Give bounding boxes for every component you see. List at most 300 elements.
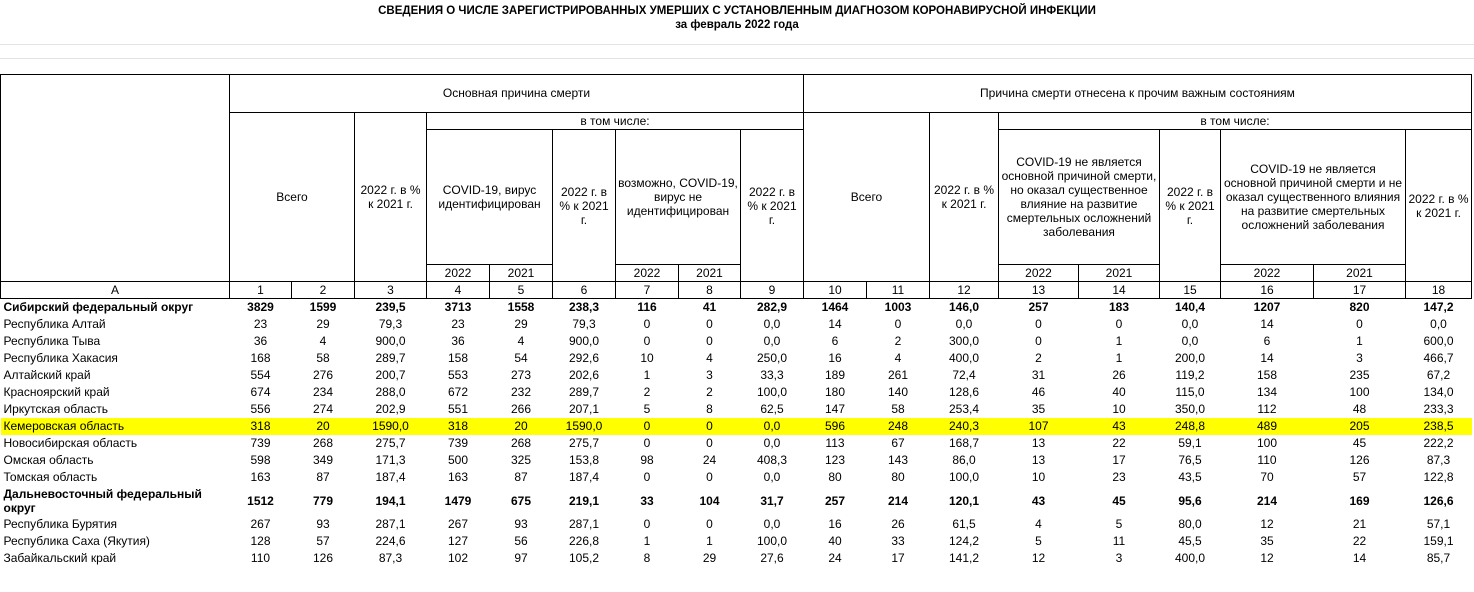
- header-total-other: Всего: [804, 113, 930, 282]
- table-cell: 0: [706, 436, 713, 450]
- table-cell: 900,0: [375, 334, 406, 348]
- table-cell: 79,3: [572, 317, 596, 331]
- table-cell: 1: [1115, 351, 1123, 365]
- table-cell: 115,0: [1175, 385, 1205, 399]
- table-cell: 274: [312, 402, 334, 416]
- header-col-a: А: [1, 282, 230, 299]
- header-col-number: 9: [741, 282, 804, 299]
- table-cell: 126,6: [1423, 493, 1454, 508]
- table-cell: 26: [891, 517, 905, 531]
- table-cell: 153,8: [568, 453, 600, 467]
- table-cell: 95,6: [1178, 493, 1202, 508]
- region-name: Республика Алтай: [3, 317, 106, 331]
- table-cell: 0,0: [763, 436, 781, 450]
- table-cell: 1599: [309, 300, 337, 314]
- table-cell: 58: [316, 351, 330, 365]
- table-cell: 70: [1260, 470, 1274, 484]
- table-cell: 163: [250, 470, 271, 484]
- table-row: [1, 367, 1472, 384]
- table-cell: 123: [824, 453, 846, 467]
- header-col-number: 10: [804, 282, 867, 299]
- table-cell: 10: [1031, 470, 1046, 484]
- table-cell: 400,0: [948, 351, 980, 365]
- table-cell: 287,1: [568, 517, 600, 531]
- table-cell: 300,0: [948, 334, 980, 348]
- table-row: [1, 316, 1472, 333]
- table-cell: 6: [1263, 334, 1271, 348]
- table-cell: 87: [316, 470, 330, 484]
- table-cell: 100: [1256, 436, 1278, 450]
- header-year-2022: 2022: [427, 265, 490, 282]
- header-group-main-cause: Основная причина смерти: [230, 75, 804, 113]
- table-cell: 67: [891, 436, 905, 450]
- table-cell: 0: [1115, 317, 1123, 331]
- table-cell: 100,0: [948, 470, 980, 484]
- table-cell: 553: [447, 368, 469, 382]
- table-cell: 219,1: [568, 493, 600, 508]
- table-cell: 2: [706, 385, 713, 399]
- table-cell: 45: [1352, 436, 1367, 450]
- table-cell: 16: [828, 351, 842, 365]
- header-incl-main: в том числе:: [427, 113, 804, 130]
- table-cell: 226,8: [568, 534, 600, 548]
- table-cell: 61,5: [952, 517, 976, 531]
- table-cell: 233,3: [1423, 402, 1454, 416]
- table-cell: 27,6: [760, 551, 784, 565]
- table-cell: 187,4: [375, 470, 406, 484]
- table-cell: 147,2: [1423, 300, 1454, 314]
- header-name-blank: [1, 75, 230, 282]
- table-cell: 4: [517, 334, 525, 348]
- region-name: Республика Тыва: [3, 334, 101, 348]
- table-cell: 349: [312, 453, 334, 467]
- header-pct-covid-possible: 2022 г. в % к 2021 г.: [741, 130, 804, 282]
- table-cell: 350,0: [1174, 402, 1206, 416]
- table-cell: 105,2: [568, 551, 600, 565]
- header-year-2021: 2021: [679, 265, 741, 282]
- table-cell: 202,9: [375, 402, 406, 416]
- table-cell: 222,2: [1423, 436, 1454, 450]
- region-name: Омская область: [3, 453, 94, 467]
- header-covid-identified: COVID-19, вирус идентифицирован: [427, 130, 553, 265]
- table-cell: 1: [643, 368, 651, 382]
- table-cell: 489: [1221, 418, 1314, 435]
- table-cell: 107: [999, 418, 1079, 435]
- table-cell: 171,3: [375, 453, 406, 467]
- table-cell: 140,4: [1174, 300, 1206, 314]
- table-cell: 273: [510, 368, 532, 382]
- table-cell: 5: [1115, 517, 1123, 531]
- table-cell: 674: [250, 385, 271, 399]
- table-cell: 100: [1349, 385, 1370, 399]
- table-cell: 0: [616, 418, 679, 435]
- deaths-table: [0, 74, 1472, 567]
- table-cell: 0,0: [1181, 317, 1199, 331]
- table-cell: 1512: [247, 493, 274, 508]
- table-cell: 119,2: [1175, 368, 1205, 382]
- table-cell: 238,3: [568, 300, 600, 314]
- table-cell: 23: [451, 317, 465, 331]
- table-row: [1, 469, 1472, 486]
- table-cell: 900,0: [568, 334, 600, 348]
- header-pct-not-main-no-influence: 2022 г. в % к 2021 г.: [1406, 130, 1472, 282]
- table-cell: 59,1: [1178, 436, 1202, 450]
- table-cell: 0,0: [763, 517, 781, 531]
- table-cell: 257: [824, 493, 846, 508]
- table-cell: 20: [490, 418, 553, 435]
- table-cell: 250,0: [756, 351, 788, 365]
- table-cell: 12: [1260, 517, 1274, 531]
- table-cell: 4: [319, 334, 327, 348]
- table-row: [1, 533, 1472, 550]
- table-cell: 0: [643, 470, 651, 484]
- table-cell: 1590,0: [355, 418, 427, 435]
- table-cell: 10: [640, 351, 654, 365]
- header-col-number: 15: [1160, 282, 1221, 299]
- table-cell: 275,7: [568, 436, 600, 450]
- header-year-2022: 2022: [1221, 265, 1314, 282]
- table-cell: 11: [1112, 534, 1126, 548]
- table-cell: 183: [1108, 300, 1130, 314]
- table-cell: 8: [706, 402, 713, 416]
- header-total-main: Всего: [230, 113, 355, 282]
- table-cell: 267: [250, 517, 271, 531]
- table-cell: 287,1: [375, 517, 406, 531]
- table-cell: 820: [1349, 300, 1370, 314]
- table-cell: 261: [887, 368, 909, 382]
- table-cell: 600,0: [1423, 334, 1454, 348]
- table-cell: 234: [312, 385, 334, 399]
- table-cell: 35: [1031, 402, 1046, 416]
- table-cell: 0: [706, 517, 713, 531]
- table-cell: 24: [828, 551, 842, 565]
- table-cell: 127: [447, 534, 469, 548]
- table-cell: 12: [1260, 551, 1274, 565]
- header-pct-main: 2022 г. в % к 2021 г.: [355, 113, 427, 282]
- region-name: Новосибирская область: [3, 436, 138, 450]
- table-cell: 1: [1356, 334, 1363, 348]
- table-cell: 8: [643, 551, 651, 565]
- table-cell: 26: [1112, 368, 1126, 382]
- header-col-number: 16: [1221, 282, 1314, 299]
- table-row: [1, 299, 1472, 317]
- table-cell: 168,7: [948, 436, 980, 450]
- table-cell: 0: [894, 317, 902, 331]
- table-cell: 2: [643, 385, 651, 399]
- table-cell: 143: [887, 453, 909, 467]
- region-name: Томская область: [3, 470, 98, 484]
- table-cell: 180: [824, 385, 846, 399]
- table-cell: 400,0: [1174, 551, 1206, 565]
- header-col-number: 13: [999, 282, 1079, 299]
- table-cell: 23: [253, 317, 268, 331]
- table-cell: 268: [510, 436, 532, 450]
- table-cell: 1479: [444, 493, 472, 508]
- table-cell: 57: [316, 534, 330, 548]
- region-name: Республика Саха (Якутия): [3, 534, 150, 548]
- table-cell: 0,0: [955, 317, 973, 331]
- table-cell: 1: [643, 534, 651, 548]
- table-cell: 238,5: [1406, 418, 1472, 435]
- header-col-number: 17: [1314, 282, 1406, 299]
- region-name: Забайкальский край: [3, 551, 117, 565]
- table-cell: 739: [447, 436, 469, 450]
- table-cell: 598: [250, 453, 271, 467]
- table-cell: 556: [250, 402, 271, 416]
- table-cell: 29: [702, 551, 717, 565]
- table-cell: 3713: [444, 300, 472, 314]
- table-cell: 14: [828, 317, 842, 331]
- table-cell: 207,1: [568, 402, 600, 416]
- table-cell: 1: [706, 534, 713, 548]
- table-cell: 67,2: [1426, 368, 1451, 382]
- table-cell: 3: [1115, 551, 1123, 565]
- table-cell: 4: [1035, 517, 1042, 531]
- header-pct-other: 2022 г. в % к 2021 г.: [930, 113, 999, 282]
- header-not-main-no-influence: COVID-19 не является основной причиной смерти и не оказал существенного влияния на развитие смертельных осложнений заболевания: [1221, 130, 1406, 265]
- report-title-area: [0, 0, 1474, 44]
- header-pct-not-main-influence: 2022 г. в % к 2021 г.: [1160, 130, 1221, 282]
- table-row: [1, 435, 1472, 452]
- table-cell: 14: [1260, 351, 1274, 365]
- table-cell: 13: [1031, 436, 1046, 450]
- table-cell: 232: [510, 385, 532, 399]
- table-cell: 158: [447, 351, 469, 365]
- table-cell: 194,1: [375, 493, 406, 508]
- table-cell: 275,7: [375, 436, 406, 450]
- report-title: СВЕДЕНИЯ О ЧИСЛЕ ЗАРЕГИСТРИРОВАННЫХ УМЕРШИХ С УСТАНОВЛЕННЫМ ДИАГНОЗОМ КОРОНАВИРУСНОЙ ИНФЕКЦИИ: [378, 5, 1096, 17]
- table-cell: 126: [1349, 453, 1370, 467]
- table-cell: 31,7: [760, 493, 784, 508]
- table-cell: 128: [250, 534, 271, 548]
- table-cell: 318: [230, 418, 292, 435]
- table-cell: 146,0: [948, 300, 980, 314]
- table-cell: 551: [447, 402, 469, 416]
- table-cell: 104: [699, 493, 720, 508]
- table-cell: 36: [451, 334, 465, 348]
- region-name: Кемеровская область: [1, 418, 230, 435]
- table-row: [1, 486, 1472, 516]
- table-cell: 97: [514, 551, 528, 565]
- header-pct-covid-identified: 2022 г. в % к 2021 г.: [553, 130, 616, 282]
- table-cell: 0: [1035, 334, 1042, 348]
- table-cell: 554: [250, 368, 271, 382]
- table-cell: 596: [804, 418, 867, 435]
- table-row: [1, 333, 1472, 350]
- table-cell: 36: [253, 334, 268, 348]
- table-cell: 22: [1112, 436, 1126, 450]
- sheet-gridline: [0, 58, 1474, 59]
- table-cell: 33: [640, 493, 654, 508]
- table-cell: 0,0: [763, 334, 781, 348]
- table-cell: 187,4: [568, 470, 600, 484]
- table-cell: 17: [891, 551, 905, 565]
- table-cell: 126: [312, 551, 334, 565]
- table-cell: 0: [706, 317, 713, 331]
- table-cell: 5: [643, 402, 651, 416]
- region-name: Красноярский край: [3, 385, 110, 399]
- header-col-number: 14: [1079, 282, 1160, 299]
- table-cell: 266: [510, 402, 532, 416]
- header-year-2022: 2022: [616, 265, 679, 282]
- table-cell: 4: [706, 351, 713, 365]
- table-cell: 0,0: [763, 317, 781, 331]
- header-year-2021: 2021: [1314, 265, 1406, 282]
- header-col-number: 6: [553, 282, 616, 299]
- table-cell: 93: [316, 517, 330, 531]
- table-cell: 128,6: [948, 385, 980, 399]
- table-cell: 122,8: [1423, 470, 1454, 484]
- header-col-number: 2: [292, 282, 355, 299]
- table-cell: 58: [891, 402, 905, 416]
- table-cell: 45,5: [1178, 534, 1202, 548]
- table-cell: 158: [1256, 368, 1278, 382]
- table-cell: 57: [1352, 470, 1367, 484]
- table-cell: 87: [514, 470, 528, 484]
- table-cell: 2: [894, 334, 902, 348]
- table-cell: 267: [447, 517, 469, 531]
- table-cell: 248: [867, 418, 930, 435]
- table-cell: 0,0: [763, 470, 781, 484]
- table-cell: 200,0: [1174, 351, 1206, 365]
- table-cell: 43: [1031, 493, 1046, 508]
- header-year-2022: 2022: [999, 265, 1079, 282]
- table-cell: 0: [706, 470, 713, 484]
- table-cell: 466,7: [1423, 351, 1454, 365]
- table-cell: 240,3: [930, 418, 999, 435]
- table-cell: 168: [250, 351, 271, 365]
- table-cell: 134: [1256, 385, 1278, 399]
- table-cell: 288,0: [375, 385, 406, 399]
- table-cell: 0: [706, 334, 713, 348]
- table-cell: 214: [1256, 493, 1278, 508]
- table-cell: 235: [1349, 368, 1370, 382]
- table-cell: 2: [1035, 351, 1042, 365]
- table-cell: 98: [640, 453, 654, 467]
- header-not-main-influence: COVID-19 не является основной причиной смерти, но оказал существенное влияние на развитие смертельных осложнений заболевания: [999, 130, 1160, 265]
- table-cell: 214: [887, 493, 909, 508]
- table-cell: 739: [250, 436, 271, 450]
- table-cell: 500: [447, 453, 469, 467]
- table-cell: 110: [1257, 453, 1277, 467]
- header-incl-other: в том числе:: [999, 113, 1472, 130]
- table-cell: 113: [825, 436, 845, 450]
- table-cell: 14: [1260, 317, 1274, 331]
- table-cell: 24: [702, 453, 717, 467]
- table-cell: 134,0: [1423, 385, 1454, 399]
- table-cell: 43: [1079, 418, 1160, 435]
- table-cell: 0: [1356, 317, 1363, 331]
- table-cell: 147: [824, 402, 846, 416]
- table-cell: 29: [316, 317, 330, 331]
- table-row: [1, 350, 1472, 367]
- header-year-2021: 2021: [1079, 265, 1160, 282]
- table-cell: 80: [891, 470, 905, 484]
- table-cell: 87,3: [378, 551, 403, 565]
- table-row: [1, 452, 1472, 469]
- header-group-other-conditions: Причина смерти отнесена к прочим важным состояниям: [804, 75, 1472, 113]
- table-cell: 159,1: [1423, 534, 1454, 548]
- table-cell: 14: [1352, 551, 1367, 565]
- table-cell: 1590,0: [553, 418, 616, 435]
- header-year-2021: 2021: [490, 265, 553, 282]
- table-cell: 1003: [884, 300, 912, 314]
- header-col-number: 4: [427, 282, 490, 299]
- table-cell: 85,7: [1426, 551, 1451, 565]
- table-cell: 408,3: [756, 453, 788, 467]
- region-name: Республика Бурятия: [3, 517, 118, 531]
- region-name: Сибирский федеральный округ: [3, 300, 194, 314]
- region-name: Иркутская область: [3, 402, 108, 416]
- table-cell: 0: [643, 436, 651, 450]
- table-cell: 0: [679, 418, 741, 435]
- header-col-number: 18: [1406, 282, 1472, 299]
- report-subtitle: за февраль 2022 года: [675, 19, 799, 31]
- table-cell: 205: [1314, 418, 1406, 435]
- table-cell: 57,1: [1426, 517, 1451, 531]
- table-cell: 0,0: [741, 418, 804, 435]
- table-cell: 20: [292, 418, 355, 435]
- table-cell: 124,2: [948, 534, 980, 548]
- table-cell: 87,3: [1426, 453, 1451, 467]
- table-cell: 1: [1115, 334, 1123, 348]
- table-cell: 45: [1112, 493, 1126, 508]
- table-cell: 40: [1112, 385, 1126, 399]
- table-cell: 163: [447, 470, 469, 484]
- table-cell: 112: [1257, 402, 1277, 416]
- region-name: Республика Хакасия: [3, 351, 118, 365]
- table-cell: 1207: [1253, 300, 1281, 314]
- table-cell: 120,1: [948, 493, 980, 508]
- table-row: [1, 401, 1472, 418]
- table-cell: 86,0: [952, 453, 976, 467]
- table-cell: 80: [828, 470, 842, 484]
- table-cell: 43,5: [1178, 470, 1202, 484]
- table-cell: 102: [447, 551, 469, 565]
- table-cell: 62,5: [760, 402, 784, 416]
- table-cell: 0,0: [1430, 317, 1447, 331]
- header-col-number: 5: [490, 282, 553, 299]
- table-cell: 40: [828, 534, 842, 548]
- table-cell: 189: [824, 368, 846, 382]
- table-row: [1, 550, 1472, 567]
- table-cell: 672: [447, 385, 469, 399]
- header-col-number: 1: [230, 282, 292, 299]
- table-cell: 116: [637, 300, 657, 314]
- table-cell: 0: [1035, 317, 1042, 331]
- table-cell: 675: [510, 493, 532, 508]
- table-cell: 76,5: [1178, 453, 1202, 467]
- header-covid-possible: возможно, COVID-19, вирус не идентифицирован: [616, 130, 741, 265]
- table-cell: 5: [1035, 534, 1042, 548]
- table-cell: 3: [1356, 351, 1363, 365]
- table-cell: 16: [828, 517, 842, 531]
- table-cell: 289,7: [568, 385, 600, 399]
- table-cell: 23: [1112, 470, 1126, 484]
- table-cell: 257: [1028, 300, 1049, 314]
- table-cell: 48: [1352, 402, 1367, 416]
- table-cell: 22: [1352, 534, 1367, 548]
- table-cell: 292,6: [568, 351, 600, 365]
- table-cell: 0,0: [1181, 334, 1199, 348]
- table-cell: 239,5: [375, 300, 406, 314]
- table-cell: 33: [891, 534, 905, 548]
- sheet-gridline: [0, 44, 1474, 45]
- table-cell: 282,9: [756, 300, 788, 314]
- table-cell: 253,4: [948, 402, 980, 416]
- table-cell: 202,6: [568, 368, 600, 382]
- table-cell: 289,7: [375, 351, 406, 365]
